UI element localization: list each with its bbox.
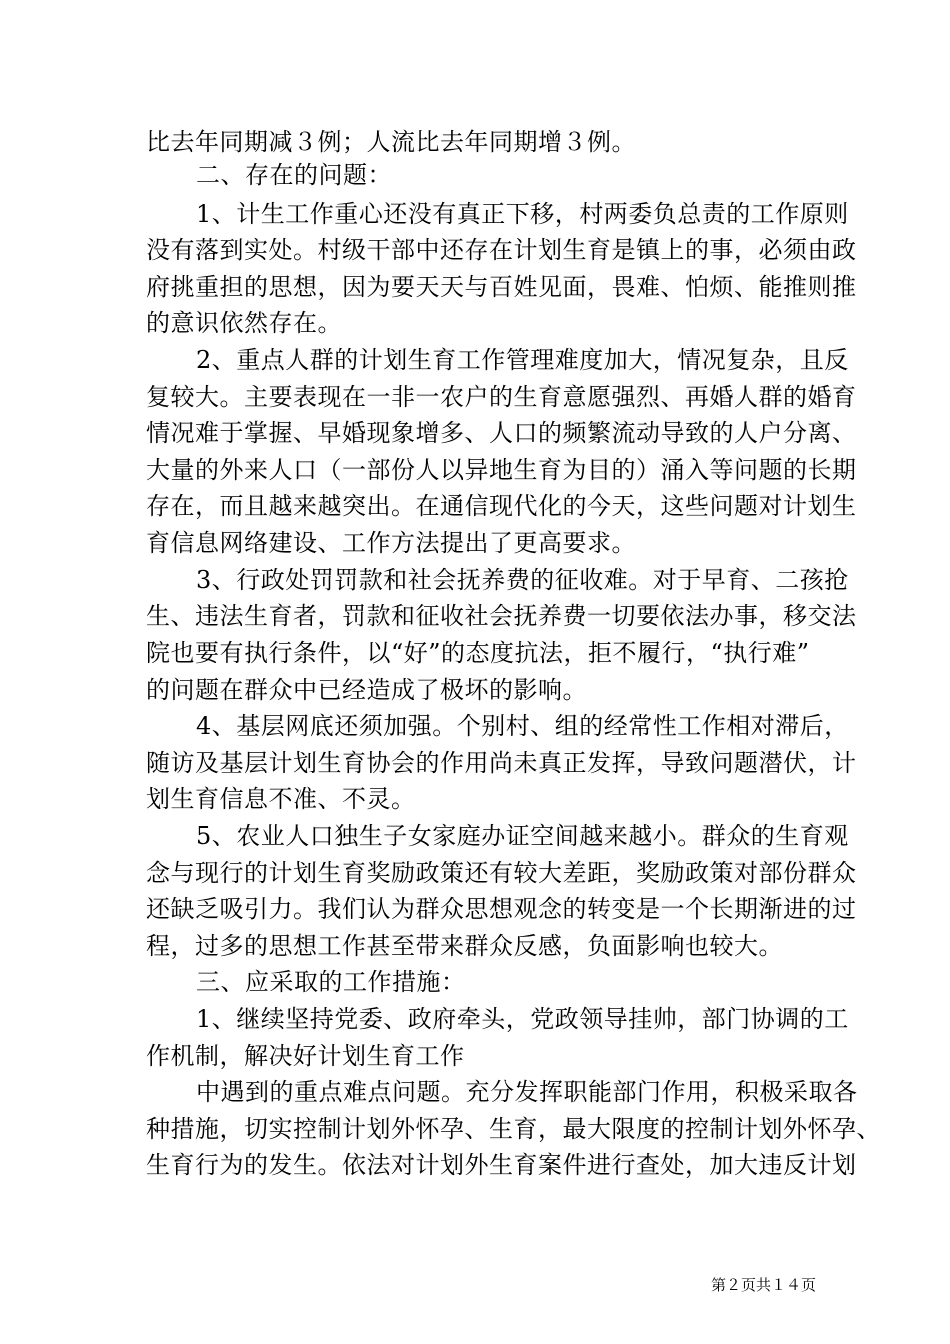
text-line: 2、重点人群的计划生育工作管理难度加大，情况复杂，且反 bbox=[196, 346, 849, 374]
text-line: 程，过多的思想工作甚至带来群众反感，负面影响也较大。 bbox=[146, 932, 783, 960]
text-line: 大量的外来人口（一部份人以异地生育为目的）涌入等问题的长期 bbox=[146, 456, 857, 484]
text-line: 1、计生工作重心还没有真正下移，村两委负总责的工作原则 bbox=[196, 200, 849, 228]
text-line: 存在，而且越来越突出。在通信现代化的今天，这些问题对计划生 bbox=[146, 492, 857, 520]
page-number: 第２页共１４页 bbox=[711, 1276, 817, 1294]
text-line: 没有落到实处。村级干部中还存在计划生育是镇上的事，必须由政 bbox=[146, 236, 857, 264]
text-line: 生育行为的发生。依法对计划外生育案件进行查处，加大违反计划 bbox=[146, 1151, 857, 1179]
text-line: 育信息网络建设、工作方法提出了更高要求。 bbox=[146, 529, 636, 557]
text-line: 4、基层网底还须加强。个别村、组的经常性工作相对滞后， bbox=[196, 712, 849, 740]
text-line: 中遇到的重点难点问题。充分发挥职能部门作用，积极采取各 bbox=[196, 1078, 858, 1106]
section-heading: 二、存在的问题： bbox=[196, 161, 392, 189]
text-line: 的问题在群众中已经造成了极坏的影响。 bbox=[146, 676, 587, 704]
text-line: 府挑重担的思想，因为要天天与百姓见面，畏难、怕烦、能推则推 bbox=[146, 273, 857, 301]
text-line: 5、农业人口独生子女家庭办证空间越来越小。群众的生育观 bbox=[196, 822, 849, 850]
text-line: 作机制，解决好计划生育工作 bbox=[146, 1042, 465, 1070]
text-line: 1、继续坚持党委、政府牵头，党政领导挂帅，部门协调的工 bbox=[196, 1005, 849, 1033]
text-line: 念与现行的计划生育奖励政策还有较大差距，奖励政策对部份群众 bbox=[146, 859, 857, 887]
text-line: 生、违法生育者，罚款和征收社会抚养费一切要依法办事，移交法 bbox=[146, 602, 857, 630]
text-line: 还缺乏吸引力。我们认为群众思想观念的转变是一个长期渐进的过 bbox=[146, 895, 857, 923]
text-line: 划生育信息不准、不灵。 bbox=[146, 785, 416, 813]
text-line: 3、行政处罚罚款和社会抚养费的征收难。对于早育、二孩抢 bbox=[196, 566, 849, 594]
section-heading: 三、应采取的工作措施： bbox=[196, 968, 466, 996]
text-line: 种措施，切实控制计划外怀孕、生育，最大限度的控制计划外怀孕、 bbox=[146, 1115, 881, 1143]
text-line: 情况难于掌握、早婚现象增多、人口的频繁流动导致的人户分离、 bbox=[146, 419, 857, 447]
text-line: 的意识依然存在。 bbox=[146, 309, 342, 337]
text-line: 院也要有执行条件，以“好”的态度抗法，拒不履行，“执行难” bbox=[146, 639, 810, 667]
text-line: 复较大。主要表现在一非一农户的生育意愿强烈、再婚人群的婚育 bbox=[146, 383, 857, 411]
text-line: 比去年同期减３例；人流比去年同期增３例。 bbox=[146, 128, 636, 156]
text-line: 随访及基层计划生育协会的作用尚未真正发挥，导致问题潜伏，计 bbox=[146, 749, 857, 777]
